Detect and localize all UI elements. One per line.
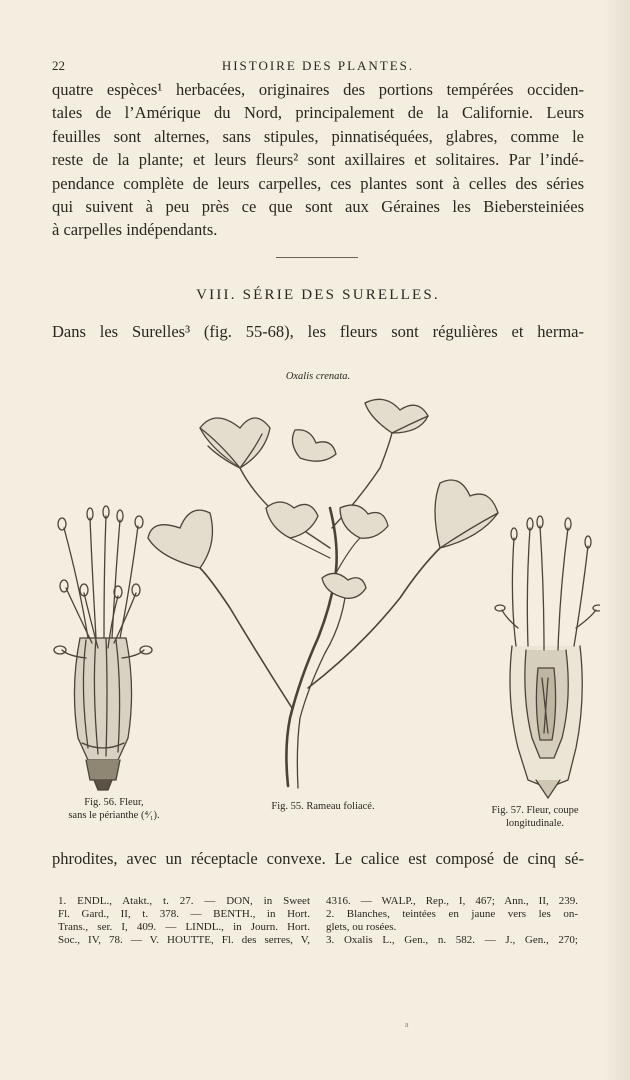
- section-divider: [276, 257, 358, 258]
- figure-55-caption: [248, 800, 398, 813]
- running-title: HISTOIRE DES PLANTES.: [221, 58, 415, 73]
- text-line: à carpelles indépendants.: [52, 220, 218, 240]
- footnote-line: 3. Oxalis L., Gen., n. 582. — J., Gen., 270;: [326, 934, 578, 946]
- text-line: feuilles sont alternes, sans stipules, pinnatiséquées, glabres, comme le: [52, 126, 584, 146]
- footnote-line: 2. Blanches, teintées en jaune vers les on-: [326, 908, 578, 920]
- caption-line: Fig. 56. Fleur,: [84, 797, 144, 808]
- paragraph-1: [52, 78, 584, 242]
- text-line: qui suivent à peu près ce que sont aux Géraines les Biebersteiniées: [52, 197, 584, 217]
- text-line: quatre espèces¹ herbacées, originaires des portions tempérées occiden-: [52, 80, 584, 99]
- text-line: phrodites, avec un réceptacle convexe. Le calice est composé de cinq sé-: [52, 849, 584, 868]
- footnote-line: glets, ou rosées.: [326, 921, 397, 933]
- signature-mark: a: [405, 1020, 409, 1029]
- text-line: pendance complète de leurs carpelles, ces plantes sont à celles des séries: [52, 173, 584, 193]
- caption-line: longitudinale.: [505, 818, 565, 829]
- footnotes-right-column: [326, 895, 578, 947]
- fig56-flower-drawing: [54, 506, 152, 790]
- caption-line: Fig. 55. Rameau foliacé.: [271, 801, 375, 812]
- fig57-section-drawing: [495, 516, 600, 798]
- paragraph-2: [52, 320, 584, 343]
- running-head: [52, 58, 584, 78]
- figure-57-caption: [470, 804, 600, 830]
- page-number: 22: [52, 58, 65, 73]
- text-line: tales de l’Amérique du Nord, principalement de la Californie. Leurs: [52, 103, 584, 123]
- text-line: Dans les Surelles³ (fig. 55-68), les fleurs sont régulières et herma-: [52, 322, 584, 341]
- text-line: reste de la plante; et leurs fleurs² sont axillaires et solitaires. Par l’indé-: [52, 150, 584, 170]
- fig55-branch-drawing: [148, 399, 498, 788]
- page-edge-shadow: [602, 0, 630, 1080]
- plate-title: Oxalis crenata.: [285, 371, 351, 382]
- footnote-line: 4316. — WALP., Rep., I, 467; Ann., II, 239.: [326, 895, 578, 907]
- section-heading: VIII. SÉRIE DES SURELLES.: [196, 287, 440, 303]
- botanical-engraving: [40, 388, 600, 808]
- caption-line: Fig. 57. Fleur, coupe: [491, 805, 579, 816]
- footnotes: [58, 895, 588, 955]
- footnote-line: Fl. Gard., II, t. 378. — BENTH., in Hort.: [58, 908, 310, 920]
- paragraph-3: [52, 847, 584, 870]
- figure-56-caption: [44, 796, 184, 822]
- footnote-line: Soc., IV, 78. — V. HOUTTE, Fl. des serres, V,: [58, 934, 310, 946]
- footnotes-left-column: [58, 895, 310, 947]
- footnote-line: 1. ENDL., Atakt., t. 27. — DON, in Sweet: [58, 895, 310, 907]
- footnote-line: Trans., ser. I, 409. — LINDL., in Journ. Hort.: [58, 921, 310, 933]
- caption-line: sans le périanthe (⁴⁄₁).: [68, 810, 160, 821]
